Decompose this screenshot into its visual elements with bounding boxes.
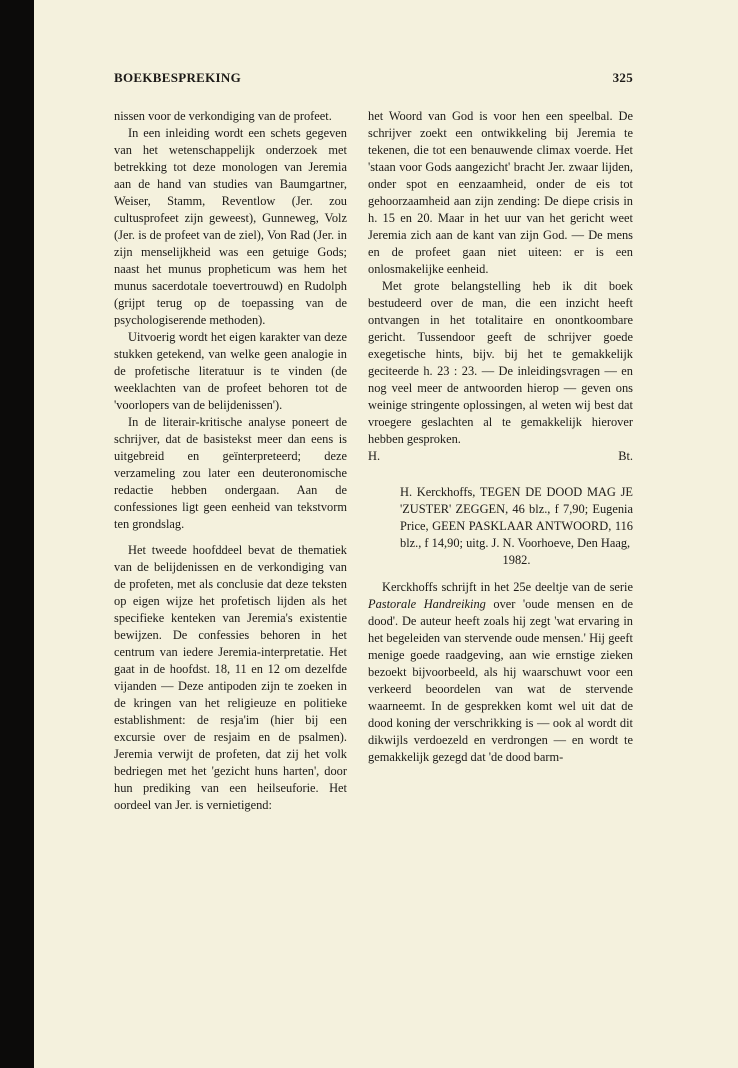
- paragraph: het Woord van God is voor hen een speelbal. De schrijver zoekt een ontwikkeling bij Jeremia te tekenen, die tot een benauwende climax voerde. Het 'staan voor Gods aangezicht' bracht Jer. zwaar lijden, onder spot en eenzaamheid, onder de eis tot gehoorzaamheid aan zijn zending: De diepe crisis in h. 15 en 20. Maar in het uur van het gericht weet Jeremia zich aan de kant van zijn God. — De mens en de profeet gaan niet uiteen: er is een onlosmakelijke eenheid.: [368, 109, 633, 276]
- signoff-initial: H.: [368, 449, 381, 463]
- review-text-start: Kerckhoffs schrijft in het 25e deeltje van de serie: [382, 580, 633, 594]
- running-header: [114, 70, 633, 86]
- section-title: BOEKBESPREKING: [114, 70, 242, 85]
- paragraph: nissen voor de verkondiging van de profeet.: [114, 109, 332, 123]
- paragraph: Met grote belangstelling heb ik dit boek bestudeerd over de man, die een inzicht heeft ontvangen in het totalitaire en onontkoombare gericht. Tussendoor geeft de schrijver goede exegetische hints, bijv. bij het te gemakkelijk geciteerde h. 23 : 23. — De inleidingsvragen — en nog veel meer de antwoorden hierop — geven ons weinige stringente oplossingen, al weten wij best dat vroegere geslachten al te gemakkelijk hierover hebben gesproken.: [368, 279, 633, 446]
- paragraph: Het tweede hoofddeel bevat de thematiek van de belijdenissen en de verkondiging van de profeten, met als conclusie dat deze teksten op eigen wijze het profetisch lijden als het specifieke kenteken van Jeremia's existentie bewijzen. De confessies behoren in het centrum van iedere Jeremia-interpretatie. Het gaat in de hoofdst. 18, 11 en 12 om dezelfde vijanden — Deze antipoden zijn te zoeken in de kringen van het religieuze en politieke establishment: de resja'im (hier bij een excursie over de resjaim en de psalmen). Jeremia verwijt de profeten, dat zij het volk bedriegen met het 'gezicht huns harten', door hun prediking van een heilseuforie. Het oordeel van Jer. is vernietigend:: [114, 543, 347, 812]
- binding-edge: [0, 0, 34, 1068]
- right-column: [368, 108, 633, 766]
- left-column: [114, 108, 347, 814]
- paragraph: Uitvoerig wordt het eigen karakter van deze stukken getekend, van welke geen analogie in de profetische literatuur is te vinden (de weeklachten van de profeet behoren tot de 'voorlopers van de belijdenissen').: [114, 330, 347, 412]
- reviewer-initials: Bt.: [618, 449, 633, 463]
- review-text-rest: over 'oude mensen en de dood'. De auteur heeft zoals hij zegt 'wat ervaring in het begeleiden van stervende oude mensen.' Hij geeft menige goede raadgeving, aan wie ernstige zieken bezoekt bijvoorbeeld, als hij waarschuwt voor een verkeerd beoordelen van wat de stervende waarneemt. In de gesprekken komt wel uit dat de dood koning der verschrikking is — ook al wordt dit dikwijls verdoezeld en verdrongen — en wordt te gemakkelijk gezegd dat 'de dood barm-: [368, 597, 634, 764]
- page-number: 325: [612, 70, 633, 85]
- paragraph: In een inleiding wordt een schets gegeven van het wetenschappelijk onderzoek met betrekking tot deze monologen van Jeremia aan de hand van studies van Baumgartner, Weiser, Stamm, Reventlow (Jer. zou cultusprofeet zijn geweest), Gunneweg, Volz (Jer. is de profeet van de ziel), Von Rad (Jer. in zijn menselijkheid was een getuige Gods; naast het munus propheticum was hem het munus sacerdotale toevertrouwd) en Rudolph (grijpt terug op de toepassing van de psychologiserende methoden).: [114, 126, 347, 327]
- publication-year: 1982.: [502, 553, 531, 567]
- review-paragraph: [368, 579, 633, 766]
- book-citation: H. Kerckhoffs, TEGEN DE DOOD MAG JE 'ZUSTER' ZEGGEN, 46 blz., f 7,90; Eugenia Price, GEEN PASKLAAR ANTWOORD, 116 blz., f 14,90; uitg. J. N. Voorhoeve, Den Haag,: [400, 485, 633, 550]
- book-review-heading: [400, 484, 633, 569]
- review-signoff: [368, 448, 633, 465]
- paragraph: In de literair-kritische analyse poneert de schrijver, dat de basistekst meer dan eens is uitgebreid en geïnterpreteerd; deze verzameling zou later een deuteronomische redactie hebben ondergaan. Aan de confessiones ligt geen eenheid van tekstvorm ten grondslag.: [114, 415, 347, 531]
- series-title: Pastorale Handreiking: [368, 597, 486, 611]
